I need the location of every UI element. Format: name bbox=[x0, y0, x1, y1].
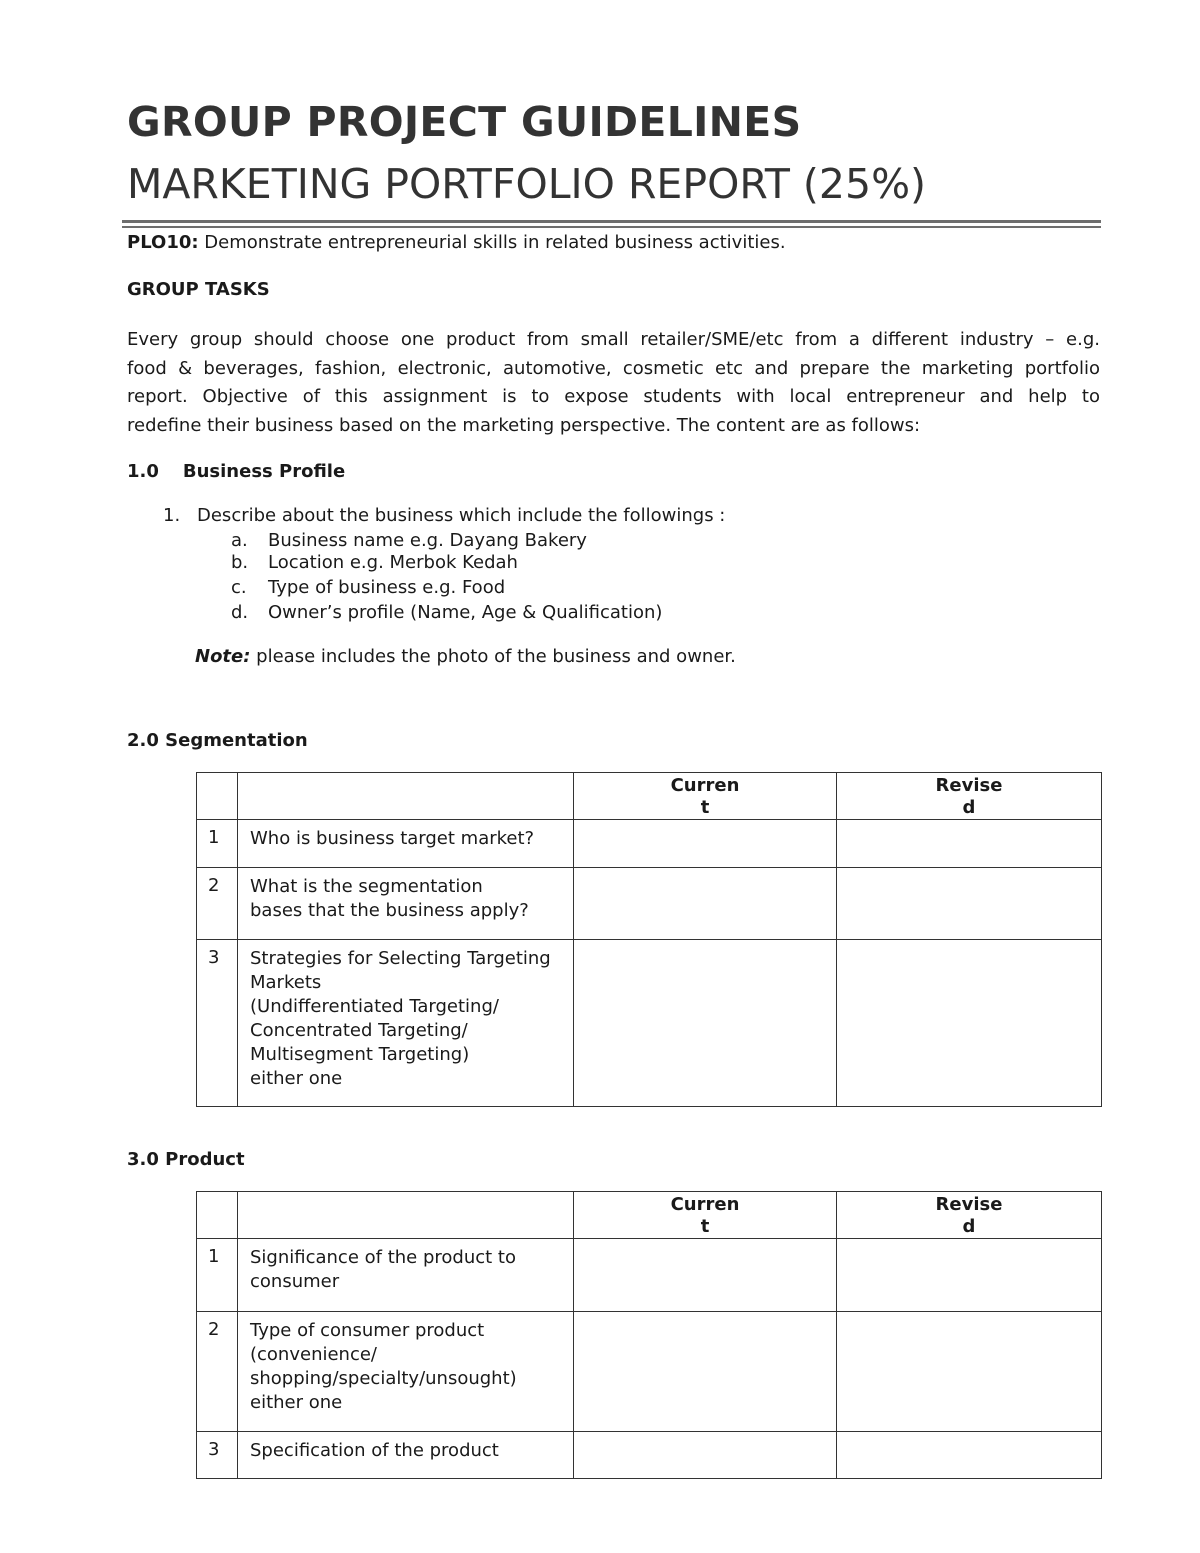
paragraph-line: report. Objective of this assignment is to expose students with local entrepreneur and help to bbox=[127, 386, 1100, 407]
title-divider bbox=[122, 220, 1101, 223]
table-row bbox=[197, 868, 1102, 940]
row-number: 3 bbox=[197, 1432, 238, 1479]
subitem-text: Owner’s profile (Name, Age & Qualification) bbox=[268, 602, 663, 623]
current-cell[interactable] bbox=[574, 1239, 837, 1312]
row-question bbox=[238, 1312, 574, 1432]
section-3-heading: 3.0 Product bbox=[127, 1149, 245, 1170]
header-text: d bbox=[962, 797, 976, 818]
current-cell[interactable] bbox=[574, 868, 837, 940]
row-question bbox=[238, 868, 574, 940]
row-question bbox=[238, 1239, 574, 1312]
header-text: d bbox=[962, 1216, 976, 1237]
plo-label: PLO10: bbox=[127, 232, 199, 253]
subitem bbox=[231, 552, 518, 573]
item-text: Describe about the business which include the followings : bbox=[197, 505, 726, 526]
title-divider-secondary bbox=[122, 226, 1101, 228]
subitem-letter: b. bbox=[231, 552, 249, 573]
header-text: Revise bbox=[935, 1194, 1003, 1215]
question-line: Type of consumer product bbox=[250, 1320, 485, 1341]
revised-cell[interactable] bbox=[837, 1432, 1102, 1479]
group-tasks-heading: GROUP TASKS bbox=[127, 279, 270, 300]
table-cell bbox=[238, 773, 574, 820]
question-line: either one bbox=[250, 1392, 343, 1413]
row-question bbox=[238, 820, 574, 868]
row-number: 3 bbox=[197, 940, 238, 1107]
table-row bbox=[197, 820, 1102, 868]
column-header-current bbox=[574, 1192, 837, 1239]
item-number: 1. bbox=[163, 505, 181, 526]
question-line: (Undifferentiated Targeting/ bbox=[250, 996, 499, 1017]
subitem bbox=[231, 530, 587, 551]
section-2-heading: 2.0 Segmentation bbox=[127, 730, 308, 751]
subitem-letter: a. bbox=[231, 530, 248, 551]
subitem bbox=[231, 577, 505, 598]
column-header-revised bbox=[837, 773, 1102, 820]
question-line: Specification of the product bbox=[250, 1440, 499, 1461]
section-1-title: Business Profile bbox=[182, 461, 346, 482]
current-cell[interactable] bbox=[574, 1312, 837, 1432]
note-label: Note: bbox=[195, 646, 251, 667]
subitem-text: Type of business e.g. Food bbox=[268, 577, 506, 598]
page-title: GROUP PROJECT GUIDELINES bbox=[127, 98, 802, 146]
table-header-row bbox=[197, 773, 1102, 820]
table-cell bbox=[197, 773, 238, 820]
question-line: shopping/specialty/unsought) bbox=[250, 1368, 517, 1389]
question-line: Strategies for Selecting Targeting bbox=[250, 948, 551, 969]
header-text: t bbox=[700, 797, 710, 818]
row-number: 2 bbox=[197, 868, 238, 940]
question-line: What is the segmentation bbox=[250, 876, 483, 897]
row-question bbox=[238, 1432, 574, 1479]
revised-cell[interactable] bbox=[837, 820, 1102, 868]
header-text: Curren bbox=[670, 1194, 740, 1215]
table-cell bbox=[238, 1192, 574, 1239]
table-header-row bbox=[197, 1192, 1102, 1239]
question-line: Who is business target market? bbox=[250, 828, 535, 849]
product-table bbox=[196, 1191, 1102, 1479]
revised-cell[interactable] bbox=[837, 1239, 1102, 1312]
subitem-letter: d. bbox=[231, 602, 249, 623]
note-text: please includes the photo of the business and owner. bbox=[250, 646, 736, 667]
row-question bbox=[238, 940, 574, 1107]
header-text: Curren bbox=[670, 775, 740, 796]
question-line: bases that the business apply? bbox=[250, 900, 529, 921]
section-1-heading bbox=[127, 461, 345, 482]
header-text: Revise bbox=[935, 775, 1003, 796]
subitem-letter: c. bbox=[231, 577, 247, 598]
plo-statement bbox=[127, 232, 786, 253]
current-cell[interactable] bbox=[574, 820, 837, 868]
group-tasks-paragraph bbox=[127, 326, 1100, 440]
question-line: Multisegment Targeting) bbox=[250, 1044, 470, 1065]
question-line: Concentrated Targeting/ bbox=[250, 1020, 468, 1041]
question-line: consumer bbox=[250, 1271, 340, 1292]
note bbox=[195, 646, 736, 667]
table-row bbox=[197, 940, 1102, 1107]
paragraph-line: food & beverages, fashion, electronic, automotive, cosmetic etc and prepare the marketing portfolio bbox=[127, 357, 1100, 379]
row-number: 2 bbox=[197, 1312, 238, 1432]
table-row bbox=[197, 1239, 1102, 1312]
revised-cell[interactable] bbox=[837, 1312, 1102, 1432]
subitem-text: Location e.g. Merbok Kedah bbox=[268, 552, 518, 573]
current-cell[interactable] bbox=[574, 940, 837, 1107]
question-line: either one bbox=[250, 1068, 343, 1089]
row-number: 1 bbox=[197, 820, 238, 868]
table-cell bbox=[197, 1192, 238, 1239]
column-header-revised bbox=[837, 1192, 1102, 1239]
row-number: 1 bbox=[197, 1239, 238, 1312]
question-line: Markets bbox=[250, 972, 322, 993]
plo-text: Demonstrate entrepreneurial skills in related business activities. bbox=[198, 232, 786, 253]
section-1-number: 1.0 bbox=[127, 461, 159, 482]
column-header-current bbox=[574, 773, 837, 820]
table-row bbox=[197, 1432, 1102, 1479]
subitem bbox=[231, 602, 662, 623]
question-line: (convenience/ bbox=[250, 1344, 377, 1365]
subitem-text: Business name e.g. Dayang Bakery bbox=[268, 530, 587, 551]
business-profile-item bbox=[163, 505, 725, 526]
paragraph-line: redefine their business based on the marketing perspective. The content are as follows: bbox=[127, 414, 921, 436]
question-line: Significance of the product to bbox=[250, 1247, 516, 1268]
table-row bbox=[197, 1312, 1102, 1432]
revised-cell[interactable] bbox=[837, 940, 1102, 1107]
page-subtitle: MARKETING PORTFOLIO REPORT (25%) bbox=[127, 160, 927, 208]
segmentation-table bbox=[196, 772, 1102, 1107]
revised-cell[interactable] bbox=[837, 868, 1102, 940]
header-text: t bbox=[700, 1216, 710, 1237]
current-cell[interactable] bbox=[574, 1432, 837, 1479]
paragraph-line: Every group should choose one product from small retailer/SME/etc from a different industry – e.g. bbox=[127, 329, 1100, 350]
